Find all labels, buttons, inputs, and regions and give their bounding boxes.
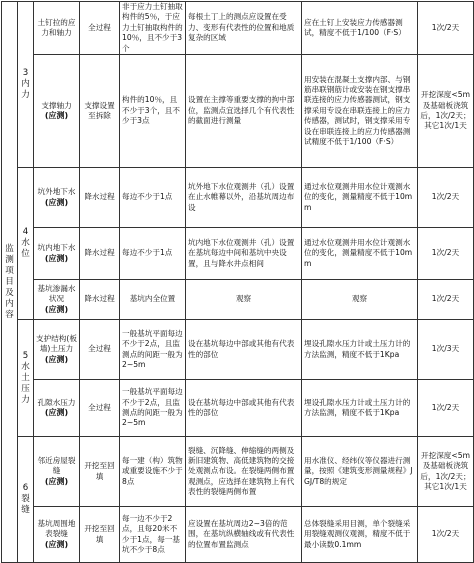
method-cell: 通过水位观测井用水位计观测水位的变化，测量精度不低于10mm (302, 168, 418, 228)
position-cell: 设在基坑每边中部或其他有代表性的部位 (186, 380, 302, 437)
category-internal-force: 3 内力 (18, 2, 34, 168)
extent-cell: 一般基坑平面每边不少于2点，且监测点的间距一般为2~5m (120, 380, 186, 437)
stage-cell: 降水过程 (80, 168, 120, 228)
frequency-cell: 开挖深度<5m及基础板浇筑后，1次/2天；其它1次/1天 (418, 437, 474, 507)
item-name: 基坑周围地表裂缝 (应测) (34, 507, 80, 563)
stage-cell: 支撑设置至拆除 (80, 55, 120, 168)
position-cell: 坑内地下水位观测井（孔）设置在基坑每边中间和基坑中央设置，且与降水井点相间 (186, 228, 302, 280)
stage-cell: 开挖至回填 (80, 507, 120, 563)
position-cell: 坑外地下水位观测井（孔）设置在止水帷幕以外，沿基坑周边布设 (186, 168, 302, 228)
table-row (2, 228, 474, 280)
position-cell: 设在基坑每边中部或其他有代表性的部位 (186, 320, 302, 380)
table-row (2, 320, 474, 380)
extent-cell: 基坑内全位置 (120, 280, 186, 320)
table-row (2, 2, 474, 55)
extent-cell: 每一边不少于2点，且每20米不少于1点，每一基坑不少于8点 (120, 507, 186, 563)
extent-cell: 每一建（构）筑物或重要设施不少于8点 (120, 437, 186, 507)
stage-cell: 降水过程 (80, 280, 120, 320)
frequency-cell: 1次/2天 (418, 280, 474, 320)
frequency-cell: 1次/2天 (418, 168, 474, 228)
method-cell: 通过水位观测井用水位计观测水位的变化，测量精度不低于10mm (302, 228, 418, 280)
method-cell: 埋设孔隙水压力计或土压力计的方法监测，精度不低于1Kpa (302, 380, 418, 437)
table-row (2, 280, 474, 320)
method-cell: 观察 (302, 280, 418, 320)
item-name: 基坑渗漏水状况 (应测) (34, 280, 80, 320)
table-row (2, 168, 474, 228)
table-row (2, 437, 474, 507)
extent-cell: 每边不少于1点 (120, 228, 186, 280)
method-cell: 用安装在混凝土支撑内部、与钢筋串联钢筋计或安装在钢支撑串联连接的应力传感器测试，钢支撑采用专设在串联连接上的应力传感器，测试时，钢支撑采用专设在串联连接上的应力传感器测试精度不低于1/100（F·S） (302, 55, 418, 168)
item-name: 支护结构(板墙)土压力 (应测) (34, 320, 80, 380)
position-cell: 每根土丁上的测点应设置在受力、变形有代表性的位置和地质复杂的区域 (186, 2, 302, 55)
stage-cell: 开挖至回填 (80, 437, 120, 507)
position-cell: 裂缝、沉降缝、伸缩缝的两侧及新旧建筑物、高低建筑物的交接处观测点布设。在裂缝两侧布置观测点，应选择在建筑物上有代表性的裂缝两侧布置 (186, 437, 302, 507)
method-cell: 总体裂缝采用目测，单个裂缝采用裂缝观测仪观测，精度不低于最小读数0.1mm (302, 507, 418, 563)
extent-cell: 非于应力土钉抽取构件的5％，于应力土钉抽取构件的10％，且不少于3个 (120, 2, 186, 55)
section-label-monitoring-items: 监测项目及内容 (2, 2, 18, 563)
method-cell: 用水准仪、经纬仪等仪器进行测量，按照《建筑变形测量规程》JGJ/T8的规定 (302, 437, 418, 507)
frequency-cell: 1次/2天 (418, 2, 474, 55)
item-name: 坑外地下水 (应测) (34, 168, 80, 228)
position-cell: 观察 (186, 280, 302, 320)
table-row (2, 380, 474, 437)
category-cracks: 6 裂缝 (18, 437, 34, 563)
frequency-cell: 1次/2天 (418, 507, 474, 563)
position-cell: 应设置在基坑周边2~3倍的范围，在基坑纵横轴线或有代表性的位置布置监测点 (186, 507, 302, 563)
frequency-cell: 1次/2天 (418, 380, 474, 437)
item-name: 孔隙水压力 (应测) (34, 380, 80, 437)
stage-cell: 降水过程 (80, 228, 120, 280)
method-cell: 埋设孔隙水压力计或土压力计的方法监测，精度不低于1Kpa (302, 320, 418, 380)
item-name: 土钉拉的应力和轴力 (34, 2, 80, 55)
frequency-cell: 开挖深度<5m及基础板浇筑后，1次/2天；其它1次/1天 (418, 55, 474, 168)
item-name: 邻近房屋裂缝 (应测) (34, 437, 80, 507)
item-name: 支撑轴力 (应测) (34, 55, 80, 168)
extent-cell: 每边不少于1点 (120, 168, 186, 228)
frequency-cell: 1次/3天 (418, 320, 474, 380)
position-cell: 设置在主撑等重要支撑的拘中部位，监测点宜选择几个有代表性的截面进行测量 (186, 55, 302, 168)
extent-cell: 一般基坑平面每边不少于2点，且监测点的间距一般为2~5m (120, 320, 186, 380)
monitoring-table (1, 1, 474, 563)
extent-cell: 构件的10％，且不少于3个，且不少于3点 (120, 55, 186, 168)
stage-cell: 全过程 (80, 2, 120, 55)
category-water-level: 4 水位 (18, 168, 34, 320)
category-water-soil-pressure: 5 水土压力 (18, 320, 34, 437)
table-row (2, 507, 474, 563)
method-cell: 应在土钉上安装应力传感器测试，精度不低于1/100（F·S） (302, 2, 418, 55)
stage-cell: 全过程 (80, 320, 120, 380)
stage-cell: 全过程 (80, 380, 120, 437)
frequency-cell: 1次/2天 (418, 228, 474, 280)
table-row (2, 55, 474, 168)
item-name: 坑内地下水 (应测) (34, 228, 80, 280)
